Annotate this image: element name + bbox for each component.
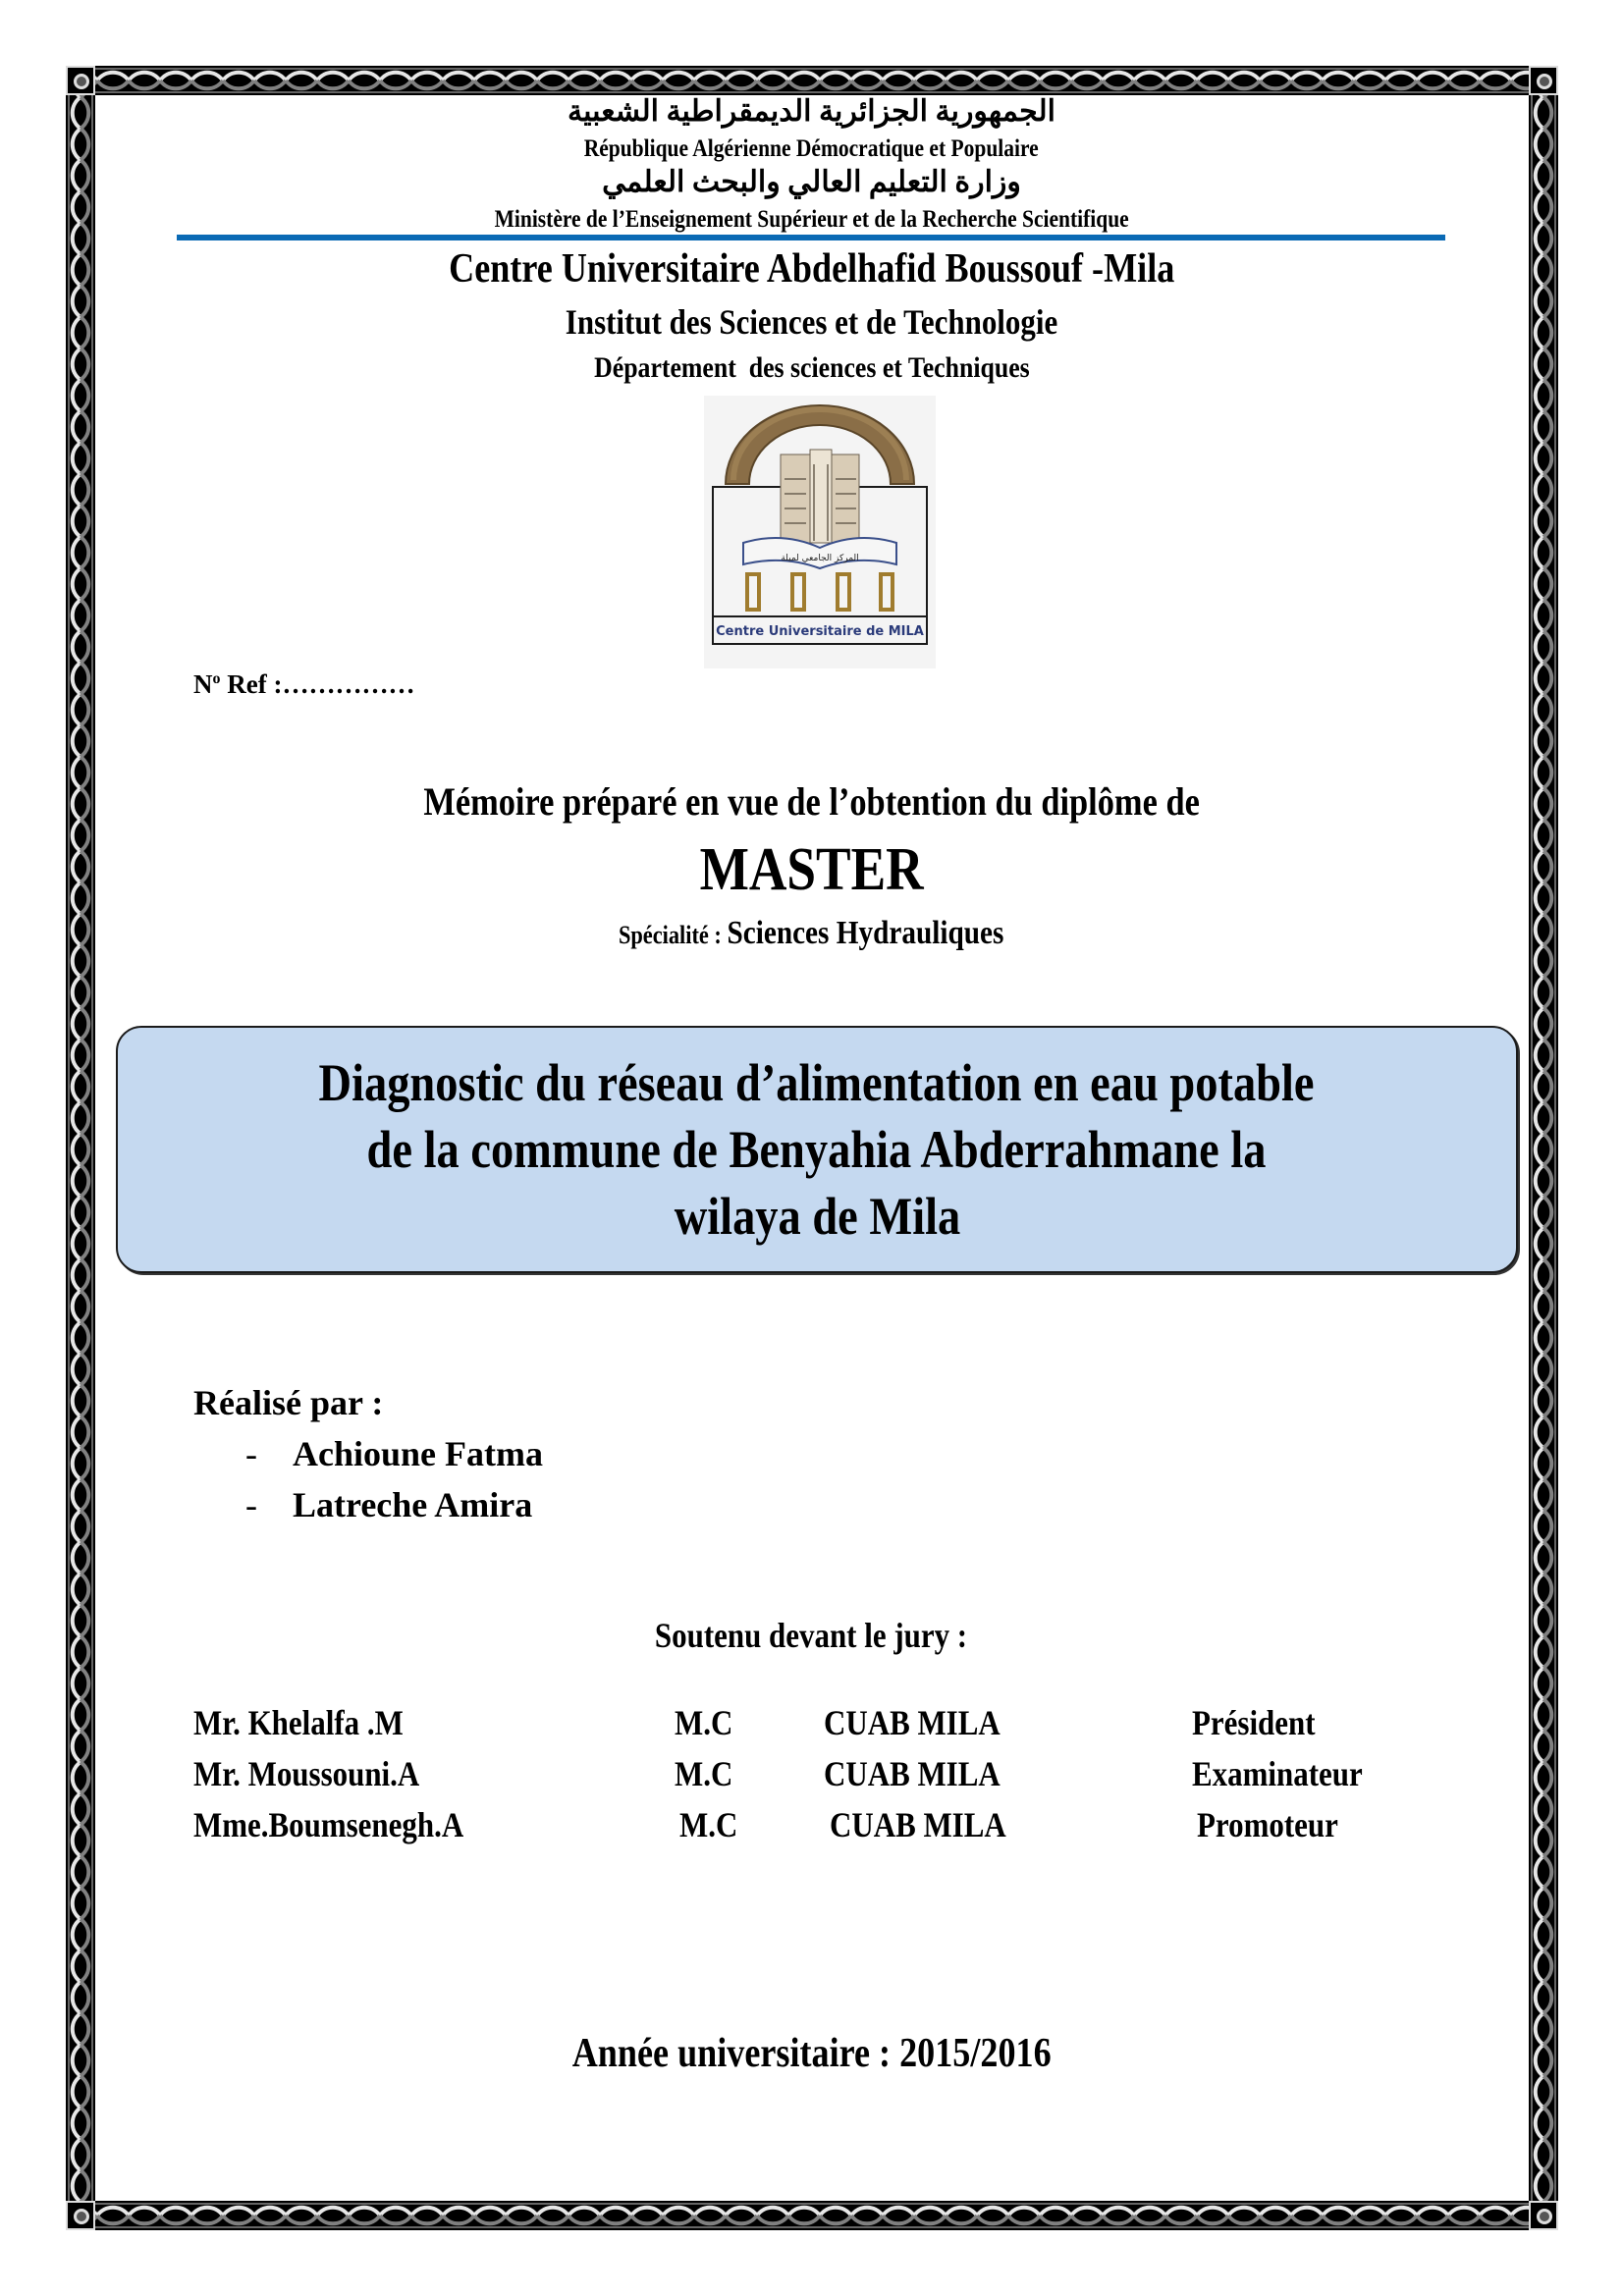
jury-member-row [193,1753,1470,1796]
jury-label [0,1615,1623,1656]
arabic-ministry-heading [0,165,1623,199]
jury-member-row [193,1702,1470,1745]
border-left [66,66,95,2230]
jury-member-name: Mr. Moussouni.A [193,1754,420,1793]
degree-intro [0,778,1623,825]
jury-member-row [193,1804,1470,1847]
jury-member-institution: CUAB MILA [824,1703,1001,1742]
academic-year [0,2030,1623,2077]
border-right [1529,66,1558,2230]
authors-label [193,1382,383,1423]
author-item [245,1484,257,1525]
reference-placeholder: Ref :…………… [220,669,415,699]
university-name [0,245,1623,293]
author-name [293,1484,532,1525]
reference-superscript: o [212,670,221,687]
author-name-text: Achioune Fatma [293,1434,543,1473]
university-logo-icon [704,396,936,668]
author-item [245,1433,257,1474]
jury-member-name: Mr. Khelalfa .M [193,1703,404,1742]
jury-member-role: Promoteur [1197,1805,1338,1844]
thesis-title-line: de la commune de Benyahia Abderrahmane la [367,1120,1267,1179]
thesis-title-line: wilaya de Mila [674,1187,960,1246]
authors-label-text: Réalisé par : [193,1383,384,1422]
degree-intro-text: Mémoire préparé en vue de l’obtention du diplôme de [423,779,1200,824]
degree-level [0,835,1623,905]
author-name [293,1433,543,1474]
header-divider [177,235,1445,240]
reference-label: N [193,669,213,699]
list-bullet: - [245,1434,257,1473]
jury-member-name: Mme.Boumsenegh.A [193,1805,464,1844]
arabic-republic-heading [0,94,1623,129]
jury-member-grade: M.C [679,1805,738,1844]
thesis-title-line: Diagnostic du réseau d’alimentation en eau potable [319,1053,1315,1112]
border-top [66,66,1558,95]
speciality-label: Spécialité : [619,921,728,949]
institute-name [0,301,1623,343]
reference-number [193,669,414,700]
speciality [0,915,1623,952]
ministry-text: Ministère de l’Enseignement Supérieur et de la Recherche Scientifique [494,206,1129,233]
logo-caption: Centre Universitaire de MILA [716,624,924,639]
department-name [0,351,1623,385]
speciality-value: Sciences Hydrauliques [727,915,1004,951]
logo-arabic-caption: المركز الجامعي لميلة [781,554,859,563]
border-bottom [66,2201,1558,2230]
jury-member-grade: M.C [675,1703,733,1742]
thesis-title-box [116,1026,1518,1273]
jury-label-text: Soutenu devant le jury : [655,1616,968,1655]
jury-member-institution: CUAB MILA [824,1754,1001,1793]
academic-year-text: Année universitaire : 2015/2016 [571,2031,1052,2076]
border-corner-ornament [1529,66,1558,95]
border-corner-ornament [66,66,95,95]
ministry-heading [0,206,1623,234]
jury-member-grade: M.C [675,1754,733,1793]
university-name-text: Centre Universitaire Abdelhafid Boussouf -Mila [448,246,1175,292]
border-corner-ornament [66,2201,95,2230]
jury-member-role: Examinateur [1192,1754,1363,1793]
list-bullet: - [245,1485,257,1524]
republic-text: République Algérienne Démocratique et Populaire [583,135,1040,162]
degree-level-text: MASTER [699,836,924,903]
author-name-text: Latreche Amira [293,1485,533,1524]
arabic-republic-text: الجمهورية الجزائرية الديمقراطية الشعبية [568,95,1055,128]
border-corner-ornament [1529,2201,1558,2230]
jury-member-role: Président [1192,1703,1316,1742]
jury-member-institution: CUAB MILA [830,1805,1006,1844]
arabic-ministry-text: وزارة التعليم العالي والبحث العلمي [602,166,1021,198]
institute-name-text: Institut des Sciences et de Technologie [565,302,1058,342]
republic-heading [0,135,1623,163]
department-name-text: Département des sciences et Techniques [593,351,1030,384]
